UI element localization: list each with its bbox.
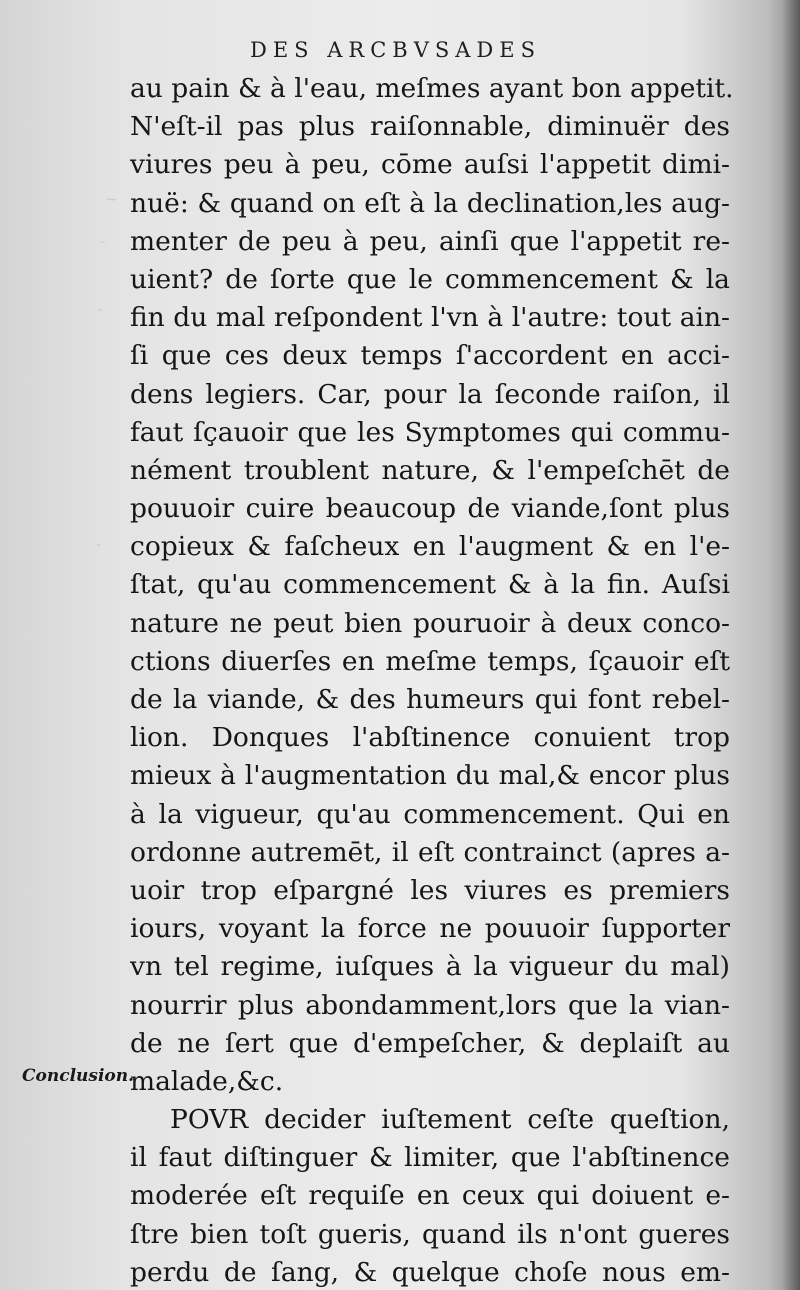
text-line: perdu de ſang, & quelque choſe nous em- [130, 1256, 730, 1288]
text-line: ſi que ces deux temps ſ'accordent en acci- [130, 340, 730, 372]
text-line: ctions diuerſes en meſme temps, ſçauoir eſt [130, 645, 730, 677]
text-line: nément troublent nature, & l'empeſchēt de [130, 454, 730, 486]
text-line: mieux à l'augmentation du mal,& encor plus [130, 760, 730, 792]
text-line: de ne ſert que d'empeſcher, & deplaiſt au [130, 1027, 730, 1059]
text-line: menter de peu à peu, ainſi que l'appetit re- [130, 225, 730, 257]
text-line: dens legiers. Car, pour la ſeconde raiſon, il [130, 378, 730, 410]
marginal-note-conclusion: Conclusion. [22, 1066, 135, 1086]
text-line: uoir trop eſpargné les viures es premiers [130, 874, 730, 906]
text-line: pouuoir cuire beaucoup de viande,ſont plus [130, 493, 730, 525]
body-text [130, 70, 734, 1290]
text-line: nature ne peut bien pouruoir à deux conco- [130, 607, 730, 639]
text-line: ſtat, qu'au commencement & à la fin. Auſsi [130, 569, 730, 601]
running-head: DES ARCBVSADES [250, 38, 541, 62]
text-line: de la viande, & des humeurs qui font rebel- [130, 684, 730, 715]
text-line: ordonne autremēt, il eſt contrainct (apres a- [130, 836, 730, 868]
text-line: vn tel regime, iuſques à la vigueur du mal) [130, 951, 730, 983]
text-line: N'eſt-il pas plus raiſonnable, diminuër des [130, 111, 730, 143]
text-line: nourrir plus abondamment,lors que la vian- [130, 989, 730, 1021]
text-line: lion. Donques l'abſtinence conuient trop [130, 722, 730, 754]
text-line: viures peu à peu, cōme auſsi l'appetit dimi- [130, 149, 730, 181]
text-line: ſtre bien toſt gueris, quand ils n'ont gueres [130, 1218, 730, 1250]
text-line: il faut diſtinguer & limiter, que l'abſtinence [130, 1142, 730, 1174]
text-line: au pain & à l'eau, meſmes ayant bon appetit. [130, 73, 734, 104]
text-line: faut ſçauoir que les Symptomes qui commu- [130, 416, 730, 448]
text-line: nuë: & quand on eſt à la declination,les aug- [130, 187, 730, 219]
text-line: moderée eſt requiſe en ceux qui doiuent e- [130, 1180, 730, 1212]
text-line-paragraph-start: POVR decider iuſtement ceſte queſtion, [170, 1104, 730, 1136]
text-line: à la vigueur, qu'au commencement. Qui en [130, 798, 730, 830]
text-line: iours, voyant la force ne pouuoir ſupporter [130, 913, 730, 945]
text-line: copieux & faſcheux en l'augment & en l'e- [130, 531, 730, 563]
bleed-through-marks: ~ - - - [96, 190, 118, 553]
text-line: fin du mal reſpondent l'vn à l'autre: tout ain- [130, 302, 730, 334]
text-line-paragraph-end: malade,&c. [130, 1065, 284, 1097]
page-edge-shadow [782, 0, 800, 1290]
text-line: uient? de ſorte que le commencement & la [130, 263, 730, 295]
